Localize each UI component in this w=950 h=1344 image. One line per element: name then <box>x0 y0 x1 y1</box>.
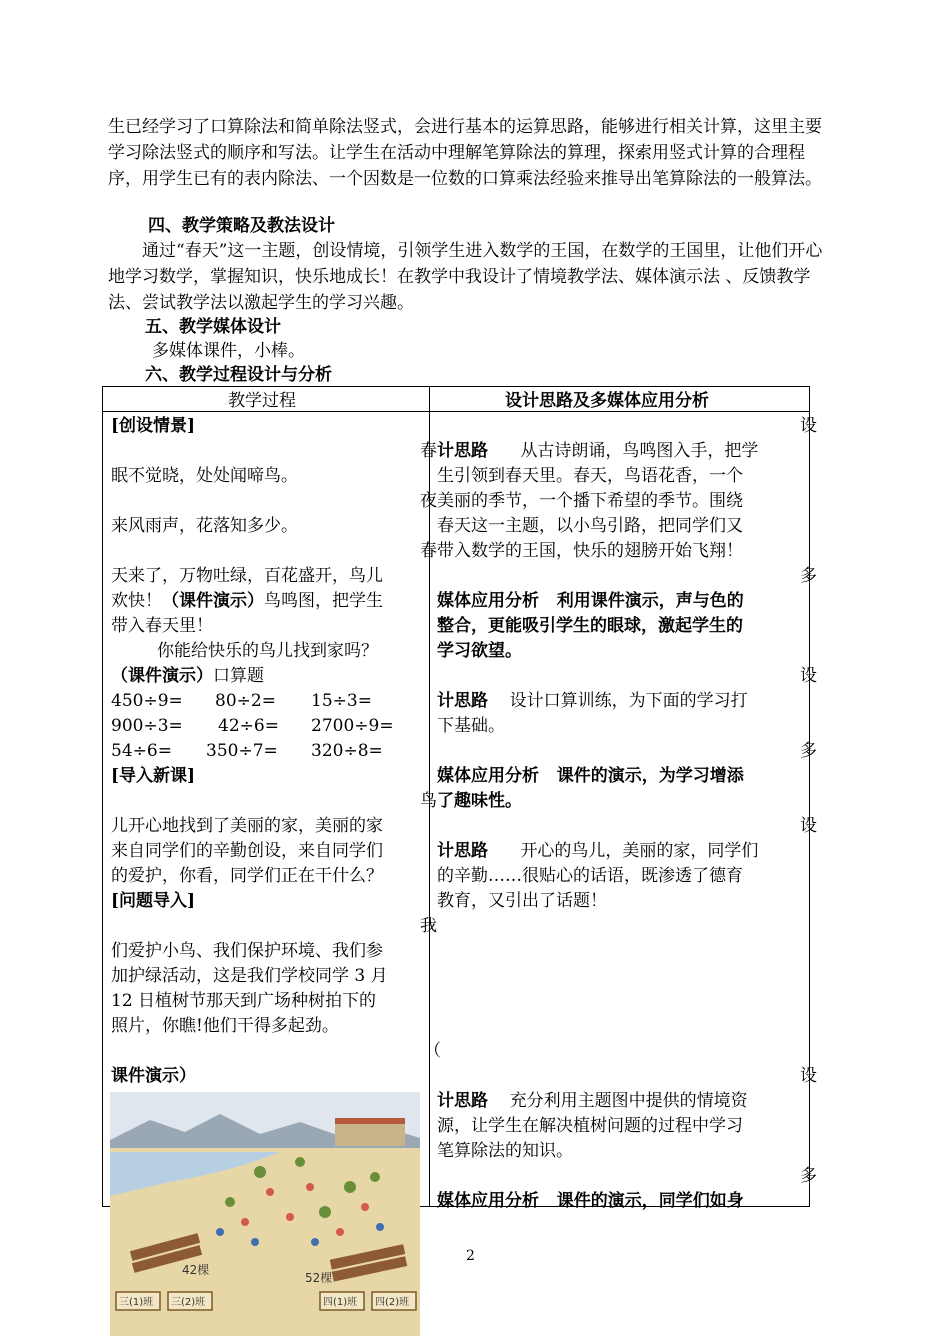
margin-char-paren: （ <box>424 1041 441 1061</box>
design-idea-2-label: 计思路 <box>437 691 488 711</box>
design-idea-2-line-2: 下基础。 <box>437 716 505 736</box>
design-idea-4-line-2: 源，让学生在解决植树问题的过程中学习 <box>437 1116 743 1136</box>
poem-line-1: 眠不觉晓，处处闻啼鸟。 <box>111 466 298 486</box>
tree-planting-illustration <box>110 1092 420 1336</box>
calc-r1-c2: 80÷2= <box>215 691 276 711</box>
demo-line-2 <box>111 664 264 688</box>
sign-4: 四(2)班 <box>375 1297 410 1308</box>
design-idea-4-line-3: 笔算除法的知识。 <box>437 1141 573 1161</box>
sign-3: 四(1)班 <box>323 1297 358 1308</box>
design-idea-3-text: 开心的鸟儿，美丽的家，同学们 <box>520 841 759 861</box>
love-line-2: 加护绿活动，这是我们学校同学 3 月 <box>111 966 388 986</box>
intro-paragraph: 生已经学习了口算除法和简单除法竖式，会进行基本的运算思路，能够进行相关计算，这里主要学习除法竖式的顺序和写法。让学生在活动中理解笔算除法的算理，探索用竖式计算的合理程序，用学生已有的表内除法、一个因数是一位数的口算乘法经验来推导出笔算除法的一般算法。 <box>108 117 822 189</box>
column-header-process: 教学过程 <box>228 391 296 411</box>
section-5-body: 多媒体课件，小棒。 <box>152 341 305 361</box>
calc-r2-c1: 900÷3= <box>111 716 183 736</box>
label-42: 42棵 <box>182 1263 210 1277</box>
media-analysis-2 <box>437 764 744 788</box>
margin-char-chun-1: 春 <box>420 441 437 461</box>
bird-home-question: 你能给快乐的鸟儿找到家吗？ <box>157 641 378 661</box>
home-line-2: 来自同学们的辛勤创设，来自同学们 <box>111 841 383 861</box>
design-idea-2 <box>437 689 748 713</box>
media-analysis-4-text: 课件的演示，同学们如身 <box>556 1191 744 1211</box>
margin-char-ye: 夜 <box>420 491 437 511</box>
design-idea-1-text: 从古诗朗诵，鸟鸣图入手，把学 <box>520 441 759 461</box>
margin-char-niao: 鸟 <box>420 791 437 811</box>
calc-r3-c1: 54÷6= <box>111 741 172 761</box>
spring-line-1: 天来了，万物吐绿，百花盛开，鸟儿 <box>111 566 383 586</box>
section-4-body: 通过“春天”这一主题，创设情境，引领学生进入数学的王国，在数学的王国里，让他们开心地学习数学，掌握知识，快乐地成长！在教学中我设计了情境教学法、媒体演示法 、反馈教学法、尝试教学法以激起学生的学习兴趣。 <box>108 241 823 313</box>
home-line-3: 的爱护，你看，同学们正在干什么？ <box>111 866 383 886</box>
design-idea-2-text: 设计口算训练，为下面的学习打 <box>509 691 748 711</box>
margin-char-chun-2: 春 <box>420 541 437 561</box>
home-line-1: 儿开心地找到了美丽的家，美丽的家 <box>111 816 383 836</box>
design-idea-1-line-2: 生引领到春天里。春天，鸟语花香，一个 <box>437 466 743 486</box>
spring-line-2-b: 鸟鸣图，把学生 <box>264 591 383 611</box>
section-4-title: 四、教学策略及教法设计 <box>148 216 335 236</box>
section-6-title: 六、教学过程设计与分析 <box>145 365 332 385</box>
media-analysis-2-text: 课件的演示，为学习增添 <box>556 766 744 786</box>
calc-r3-c2: 350÷7= <box>206 741 278 761</box>
design-idea-1-line-4: 春天这一主题，以小鸟引路，把同学们又 <box>437 516 743 536</box>
media-analysis-1-line-2: 整合，更能吸引学生的眼球，激起学生的 <box>437 616 743 636</box>
sign-2: 三(2)班 <box>171 1297 206 1308</box>
table-top-border <box>103 386 809 387</box>
design-idea-4-label: 计思路 <box>437 1091 488 1111</box>
page-number: 2 <box>466 1248 475 1264</box>
love-line-1: 们爱护小鸟、我们保护环境、我们参 <box>111 941 383 961</box>
column-header-analysis: 设计思路及多媒体应用分析 <box>505 391 709 411</box>
media-analysis-4-label: 媒体应用分析 <box>437 1191 539 1211</box>
right-she-2: 设 <box>800 666 817 686</box>
spring-line-3: 带入春天里！ <box>111 616 213 636</box>
calc-r2-c2: 42÷6= <box>218 716 279 736</box>
media-analysis-4 <box>437 1189 744 1213</box>
design-idea-3-line-2: 的辛勤……很贴心的话语，既渗透了德育 <box>437 866 743 886</box>
poem-line-2: 来风雨声，花落知多少。 <box>111 516 298 536</box>
right-she-4: 设 <box>800 1066 817 1086</box>
spring-line-2 <box>111 589 383 613</box>
demo-label-3: 课件演示） <box>111 1066 196 1086</box>
right-she-3: 设 <box>800 816 817 836</box>
design-idea-3-line-3: 教育，又引出了话题！ <box>437 891 607 911</box>
spring-line-2-a: 欢快！ <box>111 591 162 611</box>
design-idea-1-label: 计思路 <box>437 441 488 461</box>
media-analysis-1 <box>437 589 744 613</box>
calc-r3-c3: 320÷8= <box>311 741 383 761</box>
design-idea-4-text: 充分利用主题图中提供的情境资 <box>509 1091 748 1111</box>
heading-problem: [问题导入] <box>111 891 196 911</box>
spring-line-2-demo: （课件演示） <box>162 591 264 611</box>
right-duo-4: 多 <box>800 1166 817 1186</box>
media-analysis-1-text: 利用课件演示，声与色的 <box>556 591 744 611</box>
calc-r1-c1: 450÷9= <box>111 691 183 711</box>
media-analysis-1-line-3: 学习欲望。 <box>437 641 522 661</box>
calc-r2-c3: 2700÷9= <box>311 716 394 736</box>
right-duo-2: 多 <box>800 741 817 761</box>
media-analysis-2-label: 媒体应用分析 <box>437 766 539 786</box>
love-line-3: 12 日植树节那天到广场种树拍下的 <box>111 991 377 1011</box>
design-idea-3 <box>437 839 758 863</box>
oral-calc-label: 口算题 <box>213 666 264 686</box>
heading-scene: [创设情景] <box>111 416 196 436</box>
label-52: 52棵 <box>305 1271 333 1285</box>
sign-1: 三(1)班 <box>119 1297 154 1308</box>
love-line-4: 照片，你瞧!他们干得多起劲。 <box>111 1016 339 1036</box>
calc-r1-c3: 15÷3= <box>311 691 372 711</box>
media-analysis-1-label: 媒体应用分析 <box>437 591 539 611</box>
design-idea-4 <box>437 1089 748 1113</box>
heading-new-lesson: [导入新课] <box>111 766 196 786</box>
section-5-title: 五、教学媒体设计 <box>145 317 281 337</box>
right-she-1: 设 <box>800 416 817 436</box>
tree-planting-picture <box>110 1092 420 1336</box>
design-idea-1-line-5: 带入数学的王国，快乐的翅膀开始飞翔！ <box>437 541 743 561</box>
media-analysis-2-line-2: 了趣味性。 <box>437 791 522 811</box>
right-duo-1: 多 <box>800 566 817 586</box>
design-idea-3-label: 计思路 <box>437 841 488 861</box>
design-idea-1 <box>437 439 758 463</box>
demo-label-2: （课件演示） <box>111 666 213 686</box>
margin-char-wo: 我 <box>420 916 437 936</box>
design-idea-1-line-3: 美丽的季节，一个播下希望的季节。围绕 <box>437 491 743 511</box>
